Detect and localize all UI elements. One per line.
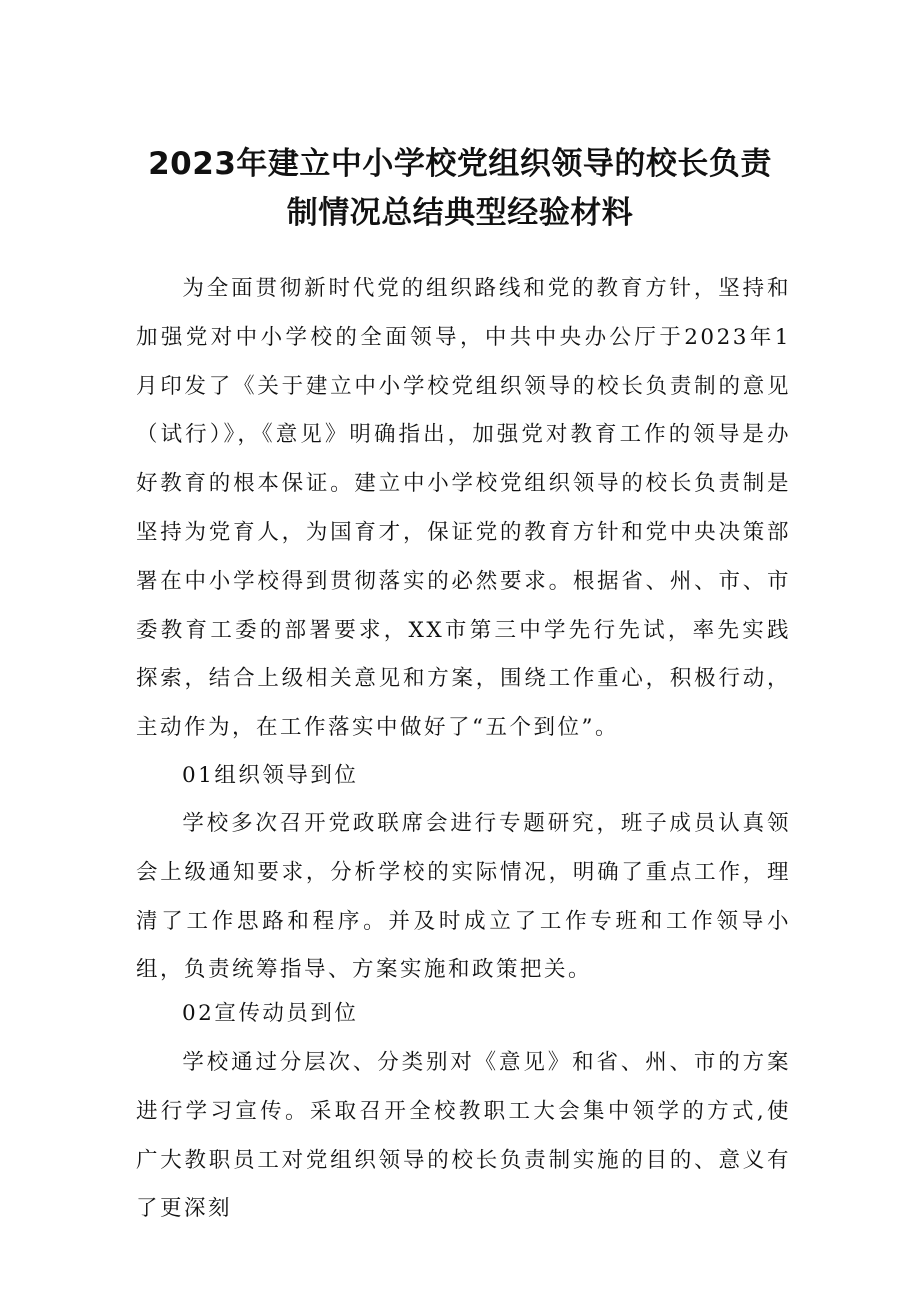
- document-title-line-2: 制情况总结典型经验材料: [286, 195, 634, 231]
- paragraph-publicity-mobilization: [136, 1039, 791, 1234]
- paragraph-intro-text: 为全面贯彻新时代党的组织路线和党的教育方针，坚持和加强党对中小学校的全面领导，中共中央办公厅于2023年1月印发了《关于建立中小学校党组织领导的校长负责制的意见（试行）》，《意见》明确指出，加强党对教育工作的领导是办好教育的根本保证。建立中小学校党组织领导的校长负责制是坚持为党育人，为国育才，保证党的教育方针和党中央决策部署在中小学校得到贯彻落实的必然要求。根据省、州、市、市委教育工委的部署要求，XX市第三中学先行先试，率先实践探索，结合上级相关意见和方案，围绕工作重心，积极行动，主动作为，在工作落实中做好了“五个到位”。: [136, 276, 791, 741]
- paragraph-organization-leadership-text: 学校多次召开党政联席会进行专题研究，班子成员认真领会上级通知要求，分析学校的实际情况，明确了重点工作，理清了工作思路和程序。并及时成立了工作专班和工作领导小组，负责统筹指导、方案实施和政策把关。: [136, 811, 791, 983]
- paragraph-intro: [136, 265, 791, 753]
- section-heading-organization-leadership: 01组织领导到位: [182, 763, 359, 788]
- section-heading-publicity-mobilization: 02宣传动员到位: [182, 1001, 359, 1026]
- document-title-line-1: 2023年建立中小学校党组织领导的校长负责: [148, 146, 772, 182]
- paragraph-publicity-mobilization-text: 学校通过分层次、分类别对《意见》和省、州、市的方案进行学习宣传。采取召开全校教职工大会集中领学的方式,使广大教职员工对党组织领导的校长负责制实施的目的、意义有了更深刻: [136, 1050, 791, 1222]
- paragraph-organization-leadership: [136, 800, 791, 995]
